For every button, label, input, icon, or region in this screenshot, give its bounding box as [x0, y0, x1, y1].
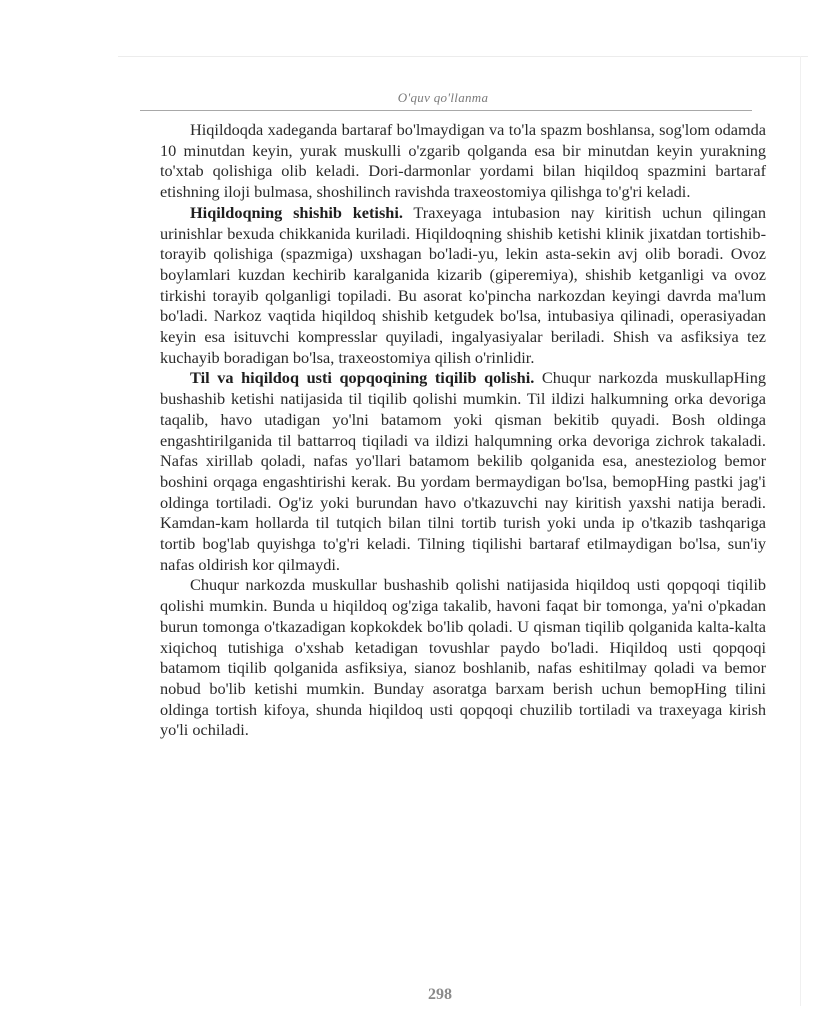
body-text — [160, 120, 766, 741]
paragraph-text: Chuqur narkozda muskullapHing bushashib ketishi natijasida til tiqilib qolishi mumkin. Til ildizi halkumning orka devoriga taqalib, havo utadigan yo'lni batamom yoki qisman bekitib quyadi. Bosh oldinga engashtirilganida til battarroq tiqiladi va ildizi halqumning orka devoriga zichrok takaladi. Nafas xirillab qoladi, nafas yo'llari batamom bekilib qolganida esa, anesteziolog bemor boshini orqaga engashtirishi kerak. Bu yordam bermaydigan bo'lsa, bemopHing pastki jag'i oldinga tortiladi. Og'iz yoki burundan havo o'tkazuvchi nay kiritish yaxshi natija beradi. Kamdan-kam hollarda til tutqich bilan tilni tortib turish yoki unda ip o'tkazib tashqariga tortib bog'lab quyishga to'g'ri keladi. Tilning tiqilishi bartaraf etilmaydigan bo'lsa, sun'iy nafas oldirish kor qilmaydi. — [160, 368, 766, 574]
running-header: O'quv qo'llanma — [397, 90, 489, 105]
section-heading-tongue-epiglottis: Til va hiqildoq usti qopqoqining tiqilib qolishi. — [190, 368, 535, 388]
paragraph-4 — [160, 575, 766, 741]
header-rule — [140, 110, 752, 111]
scan-edge-right — [800, 56, 801, 1006]
section-heading-larynx-swelling: Hiqildoqning shishib ketishi. — [190, 202, 403, 222]
paragraph-1 — [160, 120, 766, 203]
page-number: 298 — [428, 986, 452, 1003]
paragraph-text: Hiqildoqda xadeganda bartaraf bo'lmaydigan va to'la spazm boshlansa, sog'lom odamda 10 minutdan keyin, yurak muskulli o'zgarib qolganda esa bir minutdan keyin yurakning to'xtab qolishiga olib keladi. Dori-darmonlar yordami bilan hiqildoq spazmini bartaraf etishning iloji bulmasa, shoshilinch ravishda traxeostomiya qilishga to'g'ri keladi. — [160, 120, 766, 202]
paragraph-text: Traxeyaga intubasion nay kiritish uchun qilingan urinishlar bexuda chikkanida kuriladi. Hiqildoqning shishib ketishi klinik jixatdan tortishib-torayib qolishiga (spazmiga) uxshagan bo'ladi-yu, lekin asta-sekin avj olib boradi. Ovoz boylamlari kuzdan kechirib karalganida kizarib (giperemiya), shishib ketganligi va ovoz tirkishi torayib qolganligi topiladi. Bu asorat ko'pincha narkozdan keyingi davrda ma'lum bo'ladi. Narkoz vaqtida hiqildoq shishib ketgudek bo'lsa, intubasiya qilinadi, operasiyadan keyin esa isituvchi kompresslar quyiladi, ingalyasiyalar beriladi. Shish va asfiksiya tez kuchayib boradigan bo'lsa, traxeostomiya qilish o'rinlidir. — [160, 202, 766, 367]
paragraph-text: Chuqur narkozda muskullar bushashib qolishi natijasida hiqildoq usti qopqoqi tiqilib qolishi mumkin. Bunda u hiqildoq og'ziga takalib, havoni faqat bir tomonga, ya'ni o'pkadan burun tomonga o'tkazadigan kopkokdek bo'lib qoladi. U qisman tiqilib qolganida kalta-kalta xiqichoq tutishiga o'xshab ketadigan tovushlar paydo bo'ladi. Hiqildoq usti qopqoqi batamom tiqilib qolganida asfiksiya, sianoz boshlanib, nafas eshitilmay qoladi va bemor nobud bo'lib ketishi mumkin. Bunday asoratga barxam berish uchun bemopHing tilini oldinga tortish kifoya, shunda hiqildoq usti qopqoqi chuzilib tortiladi va traxeyaga kirish yo'li ochiladi. — [160, 575, 766, 740]
paragraph-2 — [160, 203, 766, 369]
scan-edge-top — [118, 56, 808, 57]
paragraph-3 — [160, 368, 766, 575]
